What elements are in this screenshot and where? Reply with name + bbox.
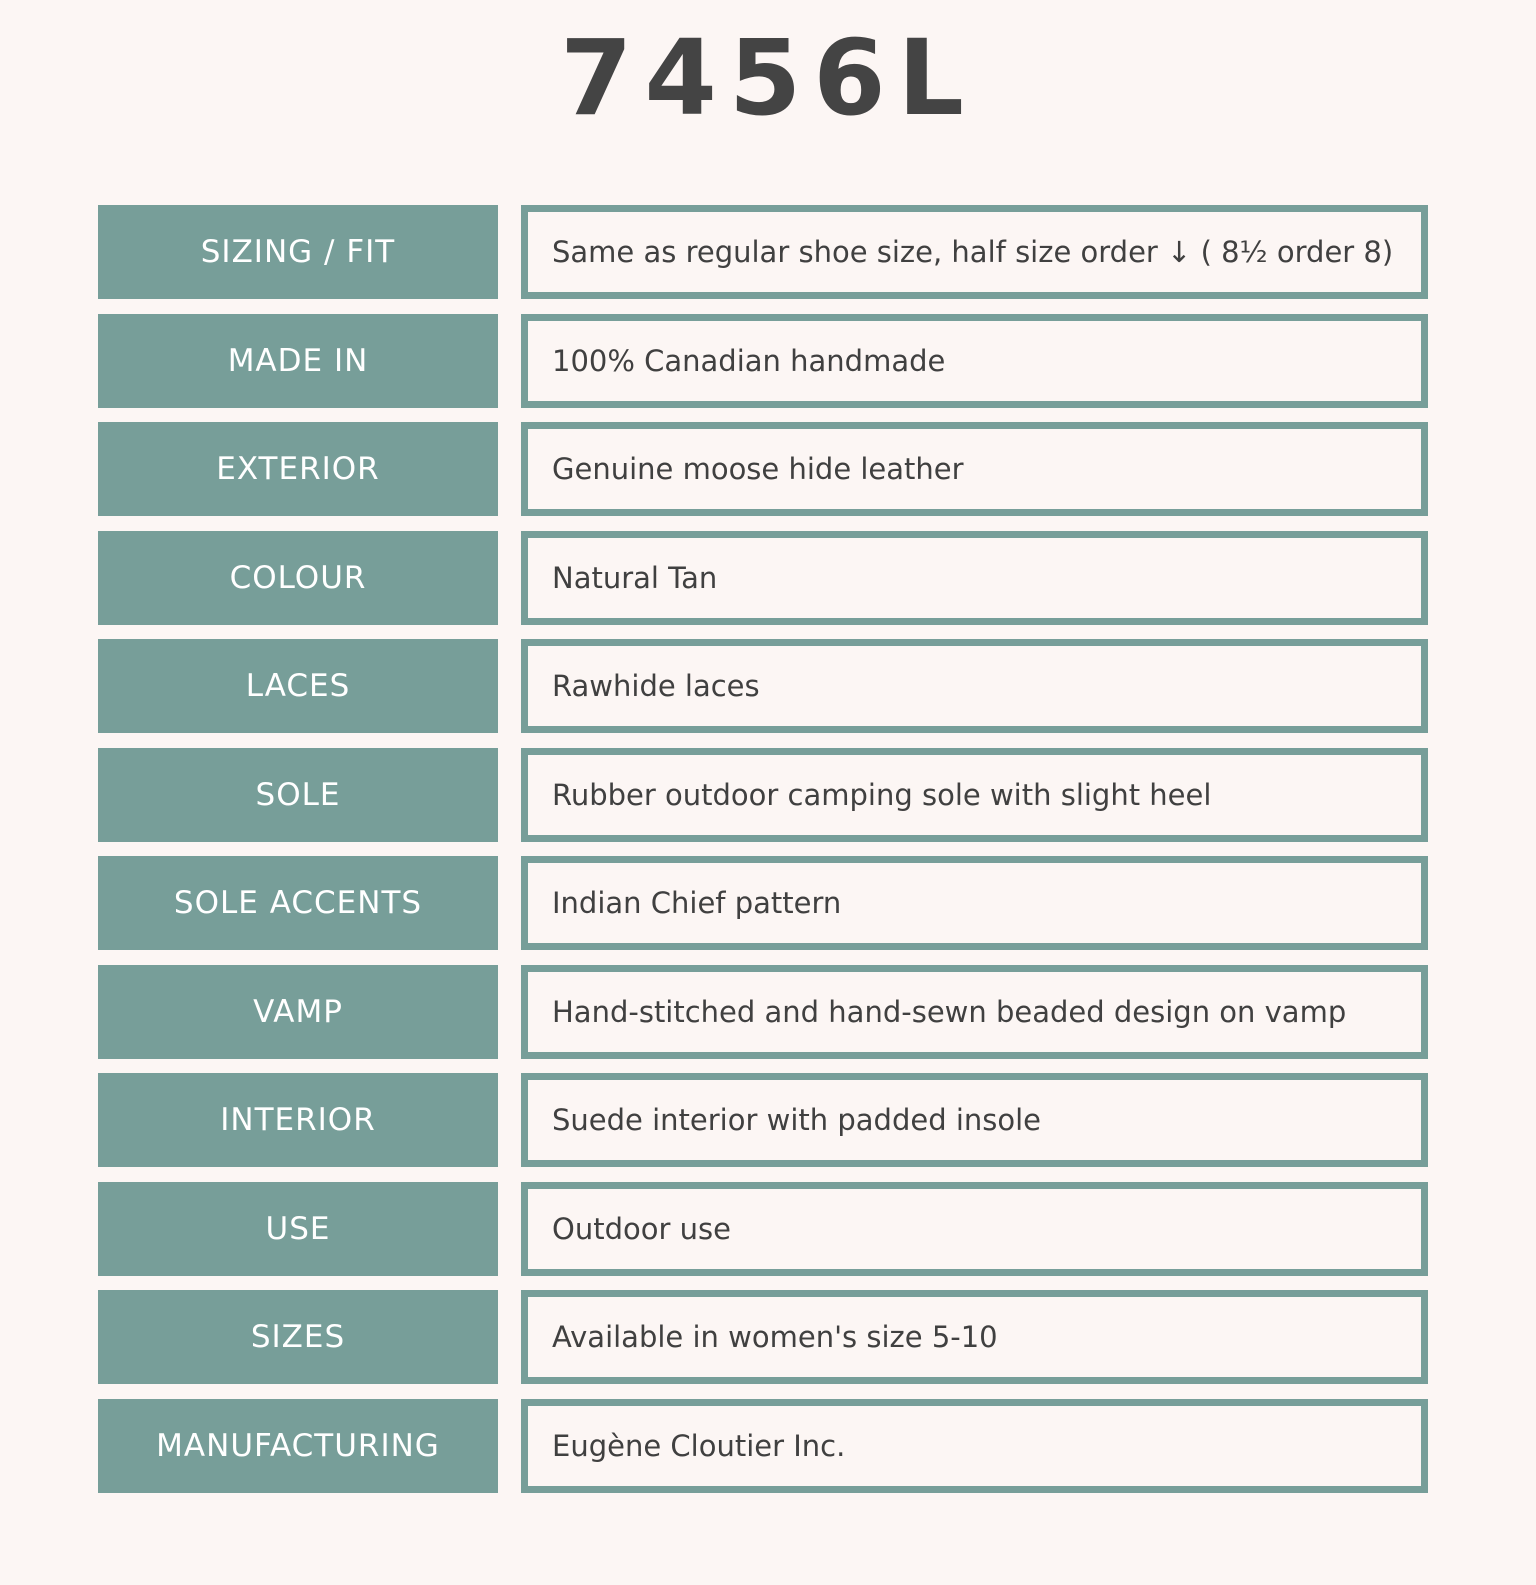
spec-row-sizes [98, 1290, 1428, 1384]
spec-label: SOLE ACCENTS [98, 856, 498, 950]
spec-value: Suede interior with padded insole [521, 1073, 1428, 1167]
spec-value: Hand-stitched and hand-sewn beaded design on vamp [521, 965, 1428, 1059]
spec-row-colour [98, 531, 1428, 625]
spec-value: 100% Canadian handmade [521, 314, 1428, 408]
spec-value: Genuine moose hide leather [521, 422, 1428, 516]
spec-label: SIZING / FIT [98, 205, 498, 299]
spec-label: INTERIOR [98, 1073, 498, 1167]
spec-value: Same as regular shoe size, half size order ↓ ( 8½ order 8) [521, 205, 1428, 299]
spec-value: Eugène Cloutier Inc. [521, 1399, 1428, 1493]
spec-label: MANUFACTURING [98, 1399, 498, 1493]
spec-value: Outdoor use [521, 1182, 1428, 1276]
spec-row-interior [98, 1073, 1428, 1167]
product-title: 7456L [560, 17, 976, 139]
spec-label: VAMP [98, 965, 498, 1059]
spec-label: MADE IN [98, 314, 498, 408]
spec-value: Natural Tan [521, 531, 1428, 625]
spec-label: LACES [98, 639, 498, 733]
spec-row-vamp [98, 965, 1428, 1059]
spec-value: Rawhide laces [521, 639, 1428, 733]
spec-value: Indian Chief pattern [521, 856, 1428, 950]
spec-row-made-in [98, 314, 1428, 408]
spec-row-manufacturing [98, 1399, 1428, 1493]
spec-row-exterior [98, 422, 1428, 516]
spec-row-sole-accents [98, 856, 1428, 950]
spec-row-sizing-fit [98, 205, 1428, 299]
spec-label: SIZES [98, 1290, 498, 1384]
spec-value: Available in women's size 5-10 [521, 1290, 1428, 1384]
spec-value: Rubber outdoor camping sole with slight heel [521, 748, 1428, 842]
spec-label: USE [98, 1182, 498, 1276]
spec-label: EXTERIOR [98, 422, 498, 516]
spec-row-use [98, 1182, 1428, 1276]
spec-row-laces [98, 639, 1428, 733]
spec-label: COLOUR [98, 531, 498, 625]
spec-label: SOLE [98, 748, 498, 842]
spec-table [98, 205, 1428, 1507]
spec-row-sole [98, 748, 1428, 842]
